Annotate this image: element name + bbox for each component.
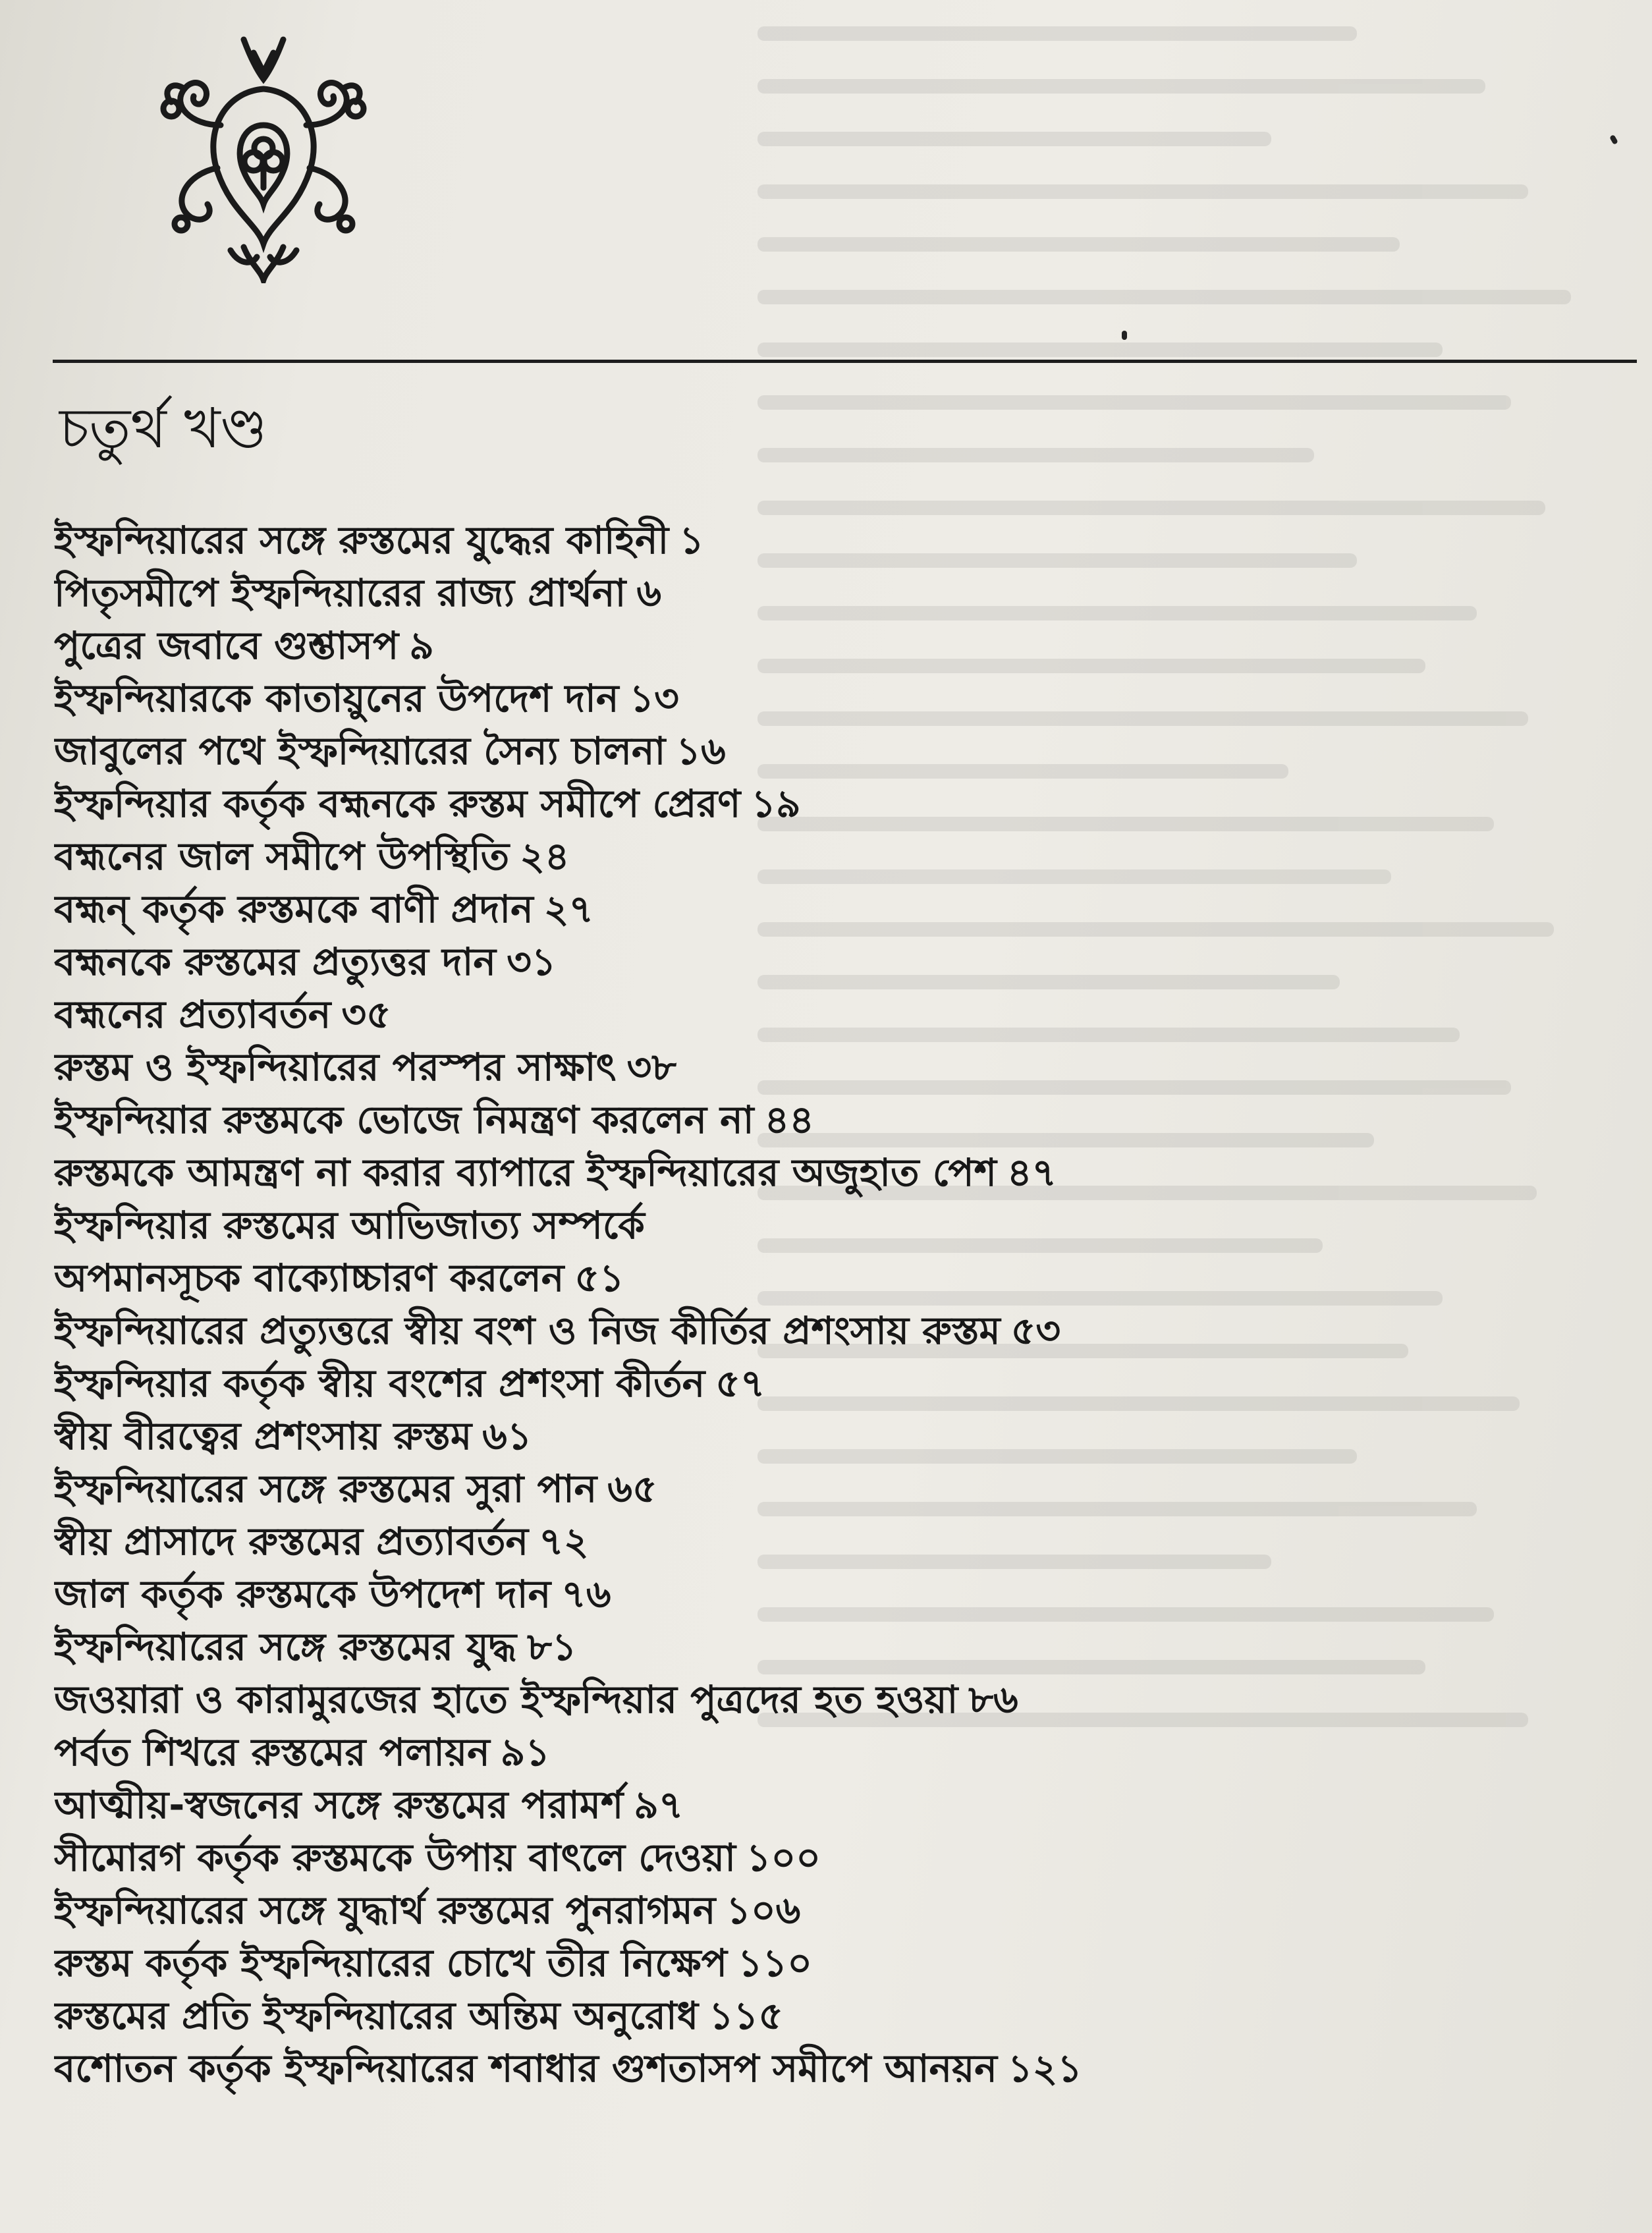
toc-entry[interactable] [54, 566, 1595, 619]
toc-entry-page: ৮৬ [968, 1677, 1018, 1722]
toc-entry-page: ৬৫ [607, 1466, 657, 1511]
toc-entry[interactable] [54, 1041, 1595, 1093]
ink-speck [1122, 331, 1127, 340]
toc-entry[interactable] [54, 1146, 1595, 1199]
toc-entry-title: বহ্মনের জাল সমীপে উপস্থিতি [54, 834, 510, 879]
toc-entry-title: ইস্ফন্দিয়ারের সঙ্গে যুদ্ধার্থ রুস্তমের পুনরাগমন [54, 1888, 716, 1933]
toc-entry[interactable] [54, 1410, 1595, 1462]
toc-entry-title: ইস্ফন্দিয়ারকে কাতায়ুনের উপদেশ দান [54, 676, 619, 721]
toc-entry[interactable] [54, 1515, 1595, 1568]
floral-ornament-icon [145, 26, 382, 283]
toc-entry-page: ৮১ [527, 1624, 577, 1669]
toc-entry-title: ইস্ফন্দিয়ার রুস্তমের আভিজাত্য সম্পর্কে [54, 1203, 645, 1248]
toc-entry-title: বশোতন কর্তৃক ইস্ফন্দিয়ারের শবাধার গুশতাসপ সমীপে আনয়ন [54, 2046, 997, 2091]
toc-entry-title: ইস্ফন্দিয়ারের সঙ্গে রুস্তমের যুদ্ধ [54, 1624, 517, 1669]
toc-entry-title: সীমোরগ কর্তৃক রুস্তমকে উপায় বাৎলে দেওয়া [54, 1835, 736, 1880]
toc-entry[interactable] [54, 725, 1595, 777]
toc-entry-page: ৫৭ [715, 1361, 765, 1406]
toc-entry-title: রুস্তম কর্তৃক ইস্ফন্দিয়ারের চোখে তীর নিক্ষেপ [54, 1941, 727, 1985]
toc-entry-title: জাল কর্তৃক রুস্তমকে উপদেশ দান [54, 1572, 551, 1616]
toc-entry-page: ৪৪ [764, 1097, 814, 1142]
toc-entry[interactable] [54, 1937, 1595, 1989]
toc-entry-title: বহ্মনের প্রত্যাবর্তন [54, 992, 331, 1037]
toc-entry-page: ৪৭ [1006, 1150, 1057, 1195]
toc-entry-page: ৯ [409, 623, 434, 668]
toc-entry[interactable] [54, 935, 1595, 988]
toc-entry[interactable] [54, 1726, 1595, 1778]
toc-entry-page: ৬১ [482, 1414, 532, 1458]
toc-entry-page: ১৩ [629, 676, 679, 721]
toc-entry-title: পুত্রের জবাবে গুশ্তাসপ [54, 623, 399, 668]
toc-entry[interactable] [54, 1673, 1595, 1726]
toc-entry-title: রুস্তমের প্রতি ইস্ফন্দিয়ারের অন্তিম অনুরোধ [54, 1993, 699, 2038]
toc-entry-title: ইস্ফন্দিয়ারের প্রত্যুত্তরে স্বীয় বংশ ও নিজ কীর্তির প্রশংসায় রুস্তম [54, 1308, 1001, 1353]
table-of-contents [54, 514, 1595, 2095]
toc-entry-title: বহ্মন্ কর্তৃক রুস্তমকে বাণী প্রদান [54, 887, 534, 931]
toc-entry[interactable] [54, 1778, 1595, 1831]
toc-entry-page: ৩১ [507, 939, 557, 984]
toc-entry[interactable] [54, 2042, 1595, 2095]
toc-entry[interactable] [54, 777, 1595, 830]
toc-entry-title: ইস্ফন্দিয়ারের সঙ্গে রুস্তমের সুরা পান [54, 1466, 597, 1511]
toc-entry-page: ১১৫ [709, 1993, 784, 2038]
toc-entry-page: ৫১ [574, 1255, 624, 1300]
toc-entry[interactable] [54, 988, 1595, 1041]
toc-entry[interactable] [54, 1568, 1595, 1620]
toc-entry[interactable] [54, 514, 1595, 566]
toc-entry-page: ৭২ [539, 1519, 589, 1564]
toc-entry-page: ১১০ [737, 1941, 812, 1985]
toc-entry-title: পর্বত শিখরে রুস্তমের পলায়ন [54, 1730, 490, 1775]
toc-entry-page: ১০০ [746, 1835, 821, 1880]
toc-entry[interactable] [54, 830, 1595, 883]
toc-entry-page: ৩৮ [626, 1045, 676, 1089]
section-title: চতুর্থ খণ্ড [59, 396, 267, 460]
toc-entry[interactable] [54, 1884, 1595, 1937]
toc-entry-title: অপমানসূচক বাক্যোচ্চারণ করলেন [54, 1255, 564, 1300]
toc-entry[interactable] [54, 1199, 1595, 1252]
toc-entry[interactable] [54, 619, 1595, 672]
toc-entry-page: ৬ [636, 570, 662, 615]
toc-entry[interactable] [54, 1831, 1595, 1884]
toc-entry-page: ১ [679, 518, 704, 563]
toc-entry[interactable] [54, 1357, 1595, 1410]
toc-entry-title: ইস্ফন্দিয়ার কর্তৃক স্বীয় বংশের প্রশংসা কীর্তন [54, 1361, 705, 1406]
toc-entry-page: ৫৩ [1010, 1308, 1061, 1353]
toc-entry[interactable] [54, 1462, 1595, 1515]
toc-entry[interactable] [54, 1989, 1595, 2042]
toc-entry-title: ইস্ফন্দিয়ার রুস্তমকে ভোজে নিমন্ত্রণ করলেন না [54, 1097, 754, 1142]
toc-entry[interactable] [54, 1252, 1595, 1304]
toc-entry-page: ১০৬ [726, 1888, 801, 1933]
toc-entry-page: ২৭ [543, 887, 594, 931]
toc-entry-page: ৯৭ [634, 1782, 684, 1827]
toc-entry-title: বহ্মনকে রুস্তমের প্রত্যুত্তর দান [54, 939, 497, 984]
toc-entry[interactable] [54, 672, 1595, 725]
toc-entry[interactable] [54, 1304, 1595, 1357]
toc-entry-title: স্বীয় বীরত্বের প্রশংসায় রুস্তম [54, 1414, 472, 1458]
toc-entry-title: জওয়ারা ও কারামুরজের হাতে ইস্ফন্দিয়ার পুত্রদের হত হওয়া [54, 1677, 958, 1722]
horizontal-rule [53, 360, 1637, 363]
toc-entry-title: পিতৃসমীপে ইস্ফন্দিয়ারের রাজ্য প্রার্থনা [54, 570, 626, 615]
toc-entry-page: ২৪ [520, 834, 570, 879]
toc-entry-title: রুস্তম ও ইস্ফন্দিয়ারের পরস্পর সাক্ষাৎ [54, 1045, 617, 1089]
toc-entry-title: আত্মীয়-স্বজনের সঙ্গে রুস্তমের পরামর্শ [54, 1782, 624, 1827]
toc-entry-page: ১৯ [751, 781, 801, 826]
toc-entry-page: ৯১ [500, 1730, 551, 1775]
toc-entry-page: ১৬ [676, 729, 726, 773]
toc-entry[interactable] [54, 1620, 1595, 1673]
toc-entry-page: ৭৬ [561, 1572, 611, 1616]
toc-entry-title: রুস্তমকে আমন্ত্রণ না করার ব্যাপারে ইস্ফন্দিয়ারের অজুহাত পেশ [54, 1150, 997, 1195]
toc-entry-page: ১২১ [1007, 2046, 1082, 2091]
toc-entry-title: স্বীয় প্রাসাদে রুস্তমের প্রত্যাবর্তন [54, 1519, 529, 1564]
toc-entry-title: ইস্ফন্দিয়ারের সঙ্গে রুস্তমের যুদ্ধের কাহিনী [54, 518, 669, 563]
toc-entry[interactable] [54, 1093, 1595, 1146]
toc-entry[interactable] [54, 883, 1595, 935]
toc-entry-page: ৩৫ [341, 992, 391, 1037]
toc-entry-title: ইস্ফন্দিয়ার কর্তৃক বহ্মনকে রুস্তম সমীপে প্রেরণ [54, 781, 741, 826]
toc-entry-title: জাবুলের পথে ইস্ফন্দিয়ারের সৈন্য চালনা [54, 729, 666, 773]
